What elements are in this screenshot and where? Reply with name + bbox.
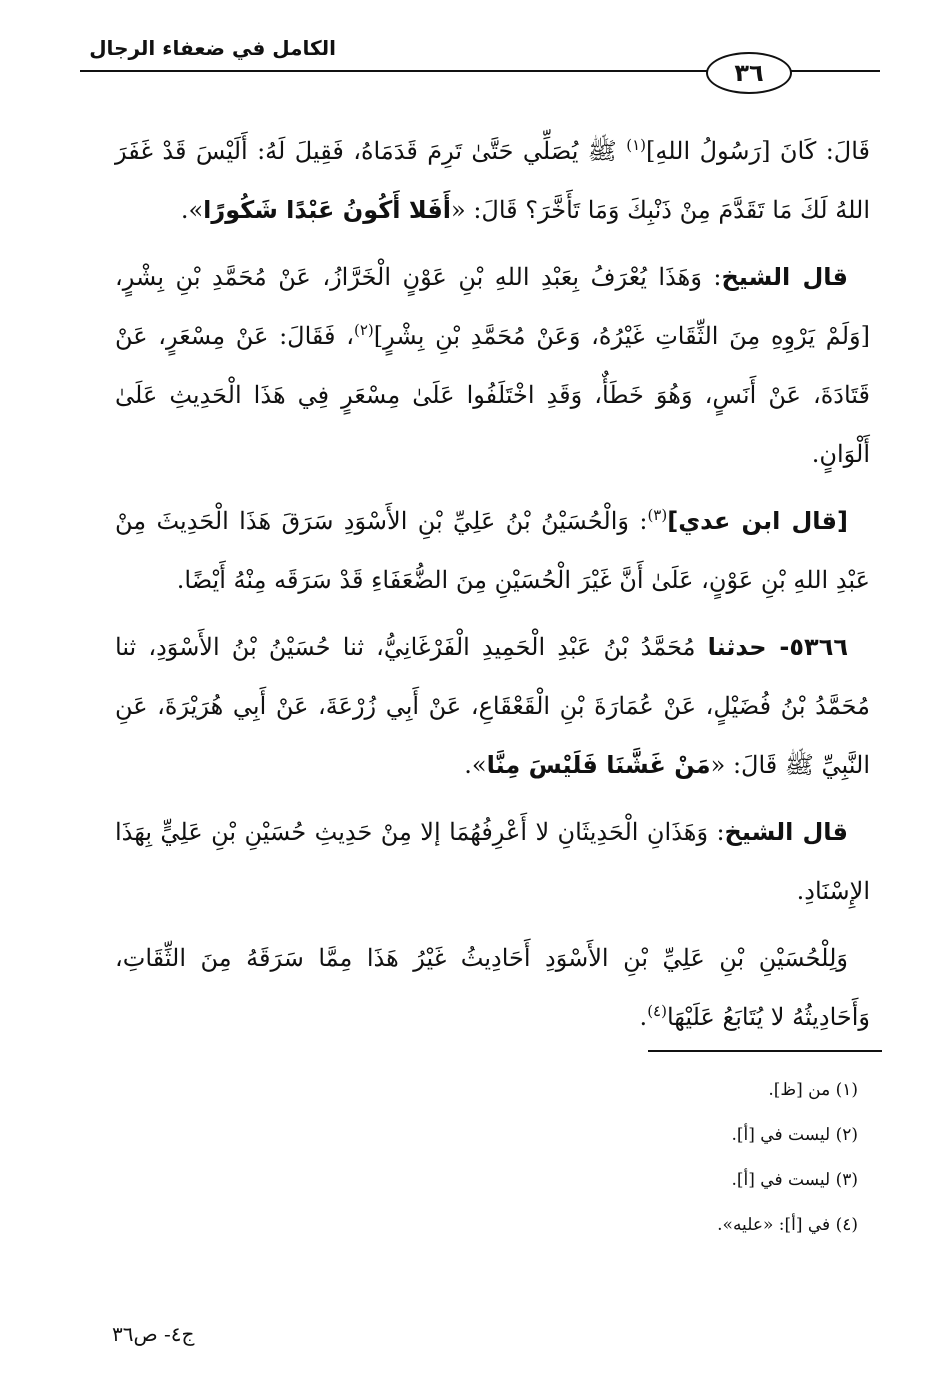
text-run: . [639, 1003, 648, 1031]
hadith-quote: مَنْ غَشَّنَا فَلَيْسَ مِنَّا [486, 751, 711, 779]
speaker-label: قال الشيخ [724, 818, 848, 846]
paragraph-6 [115, 929, 870, 1047]
hadith-number-label: ٥٣٦٦- حدثنا [707, 633, 848, 661]
speaker-label: قال الشيخ [721, 263, 849, 291]
footnotes [358, 1068, 858, 1248]
text-run: ، فَقَالَ: عَنْ مِسْعَرٍ، عَنْ قَتَادَةَ، عَنْ أَنَسٍ، وَهُوَ خَطَأٌ، وَقَدِ اخْتَلَفُوا عَلَىٰ مِسْعَرٍ فِي هَذَا الْحَدِيثِ عَلَىٰ أَلْوَانٍ. [115, 322, 870, 468]
text-run: مُحَمَّدُ بْنُ عَبْدِ الْحَمِيدِ الْفَرْغَانِيُّ، ثنا حُسَيْنُ بْنُ الأَسْوَدِ، ثنا مُحَمَّدُ بْنُ فُضَيْلٍ، عَنْ عُمَارَةَ بْنِ الْقَعْقَاعِ، عَنْ أَبِي زُرْعَةَ، عَنْ أَبِي هُرَيْرَةَ، عَنِ النَّبِيِّ ﷺ قَالَ: « [115, 633, 870, 779]
paragraph-3 [115, 492, 870, 610]
text-run: ». [464, 751, 487, 779]
footnote-rule [648, 1050, 882, 1052]
paragraph-5 [115, 803, 870, 921]
text-run: قَالَ: كَانَ [رَسُولُ اللهِ] [646, 137, 870, 165]
footnote-marker: (١) [626, 136, 646, 154]
footnote-1: (١) من [ظ]. [768, 1080, 858, 1100]
main-text [115, 122, 870, 1055]
footnote-2: (٢) ليست في [أ]. [731, 1125, 858, 1145]
text-run: ». [180, 196, 204, 224]
footnote-marker: (٤) [647, 1002, 667, 1020]
text-run: : وَهَذَا يُعْرَفُ بِعَبْدِ اللهِ بْنِ عَوْنٍ الْخَرَّازُ، عَنْ مُحَمَّدِ بْنِ بِشْرٍ، [وَلَمْ يَرْوِهِ مِنَ الثِّقَاتِ غَيْرُهُ، وَعَنْ مُحَمَّدِ بْنِ بِشْرٍ] [115, 263, 870, 350]
speaker-label: [قال ابن عدي] [667, 507, 848, 535]
text-run: وَلِلْحُسَيْنِ بْنِ عَلِيِّ بْنِ الأَسْوَدِ أَحَادِيثُ غَيْرُ هَذَا مِمَّا سَرَقَهُ مِنَ الثِّقَاتِ، وَأَحَادِيثُهُ لا يُتَابَعُ عَلَيْهَا [115, 944, 870, 1031]
paragraph-1 [115, 122, 870, 240]
running-header-title: الكامل في ضعفاء الرجال [89, 36, 336, 60]
paragraph-4 [115, 618, 870, 795]
text-run: : وَهَذَانِ الْحَدِيثَانِ لا أَعْرِفُهُمَا إلا مِنْ حَدِيثِ حُسَيْنِ بْنِ عَلِيٍّ بِهَذَا الإِسْنَادِ. [115, 818, 870, 905]
paragraph-2 [115, 248, 870, 484]
footnote-3: (٣) ليست في [أ]. [731, 1170, 858, 1190]
footnote-marker: (٢) [353, 321, 374, 339]
hadith-quote: أَفَلا أَكُونُ عَبْدًا شَكُورًا [203, 196, 452, 224]
text-run: ﷺ يُصَلِّي حَتَّىٰ تَرِمَ قَدَمَاهُ، فَقِيلَ لَهُ: أَلَيْسَ قَدْ غَفَرَ اللهُ لَكَ مَا تَقَدَّمَ مِنْ ذَنْبِكَ وَمَا تَأَخَّرَ؟ قَالَ: « [115, 137, 870, 224]
page-number: ٣٦ [706, 52, 792, 94]
text-run: : وَالْحُسَيْنُ بْنُ عَلِيِّ بْنِ الأَسْوَدِ سَرَقَ هَذَا الْحَدِيثَ مِنْ عَبْدِ اللهِ بْنِ عَوْنٍ، عَلَىٰ أَنَّ غَيْرَ الْحُسَيْنِ مِنَ الضُّعَفَاءِ قَدْ سَرَقَه مِنْهُ أَيْضًا. [115, 507, 870, 594]
footnote-4: (٤) في [أ]: «عليه». [717, 1215, 858, 1235]
volume-page-reference: ج٤- ص٣٦ [112, 1322, 195, 1346]
footnote-marker: (٣) [647, 506, 668, 524]
